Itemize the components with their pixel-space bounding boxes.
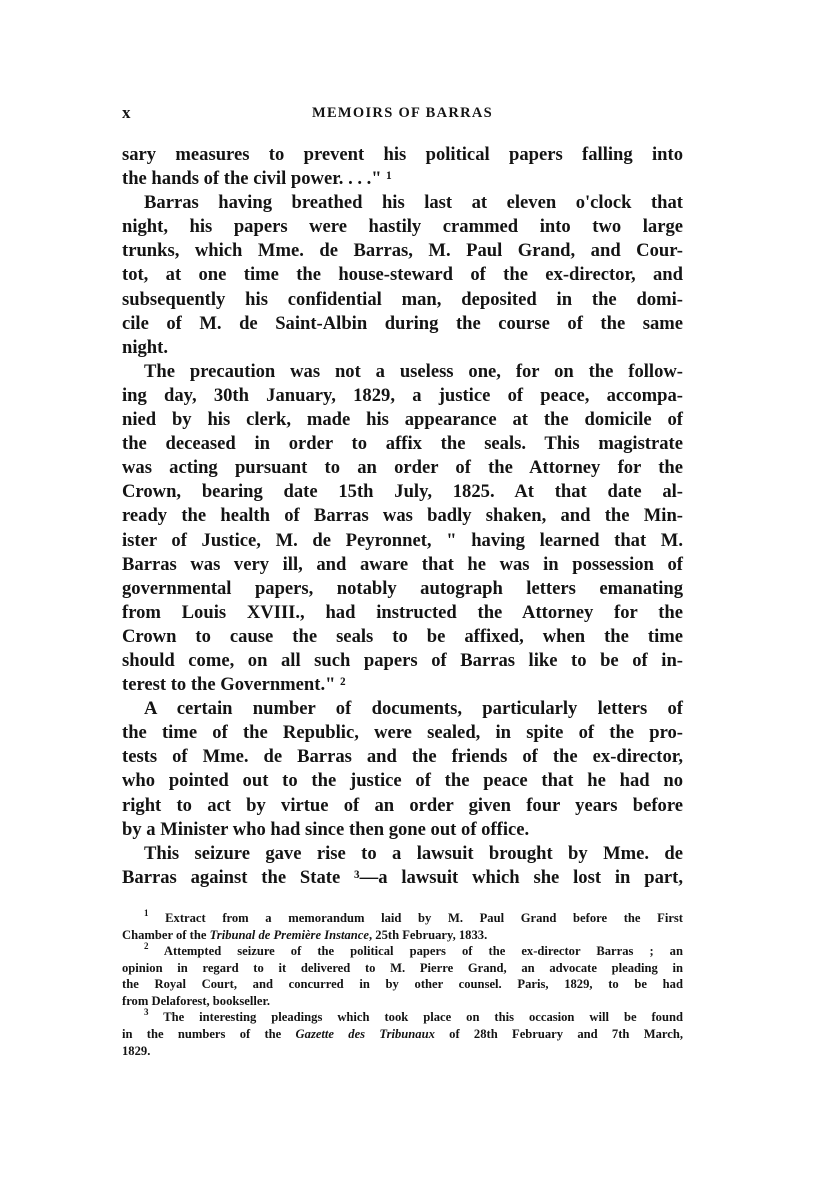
paragraph-3 — [122, 360, 683, 697]
main-text — [122, 143, 683, 890]
text-line: tot, at one time the house-steward of the ex-director, and — [122, 264, 683, 286]
book-page — [122, 103, 683, 1059]
text-line: right to act by virtue of an order given four years before — [122, 794, 683, 816]
footnote-text: of 28th February and 7th March, — [434, 1027, 683, 1042]
text-line: ing day, 30th January, 1829, a justice of peace, accompa- — [122, 384, 683, 406]
running-head: MEMOIRS OF BARRAS — [311, 105, 494, 121]
paragraph-5 — [122, 842, 683, 890]
text-line: Crown to cause the seals to be affixed, when the time — [122, 625, 683, 647]
text-line: 1829. — [122, 1043, 151, 1058]
footnote-2 — [122, 943, 683, 1009]
footnote-text: , 25th February, 1833. — [368, 927, 488, 942]
text-line: tests of Mme. de Barras and the friends of the ex-director, — [122, 746, 683, 768]
footnote-text: The interesting pleadings which took place on this occasion will be found — [163, 1010, 683, 1025]
text-line: should come, on all such papers of Barras like to be of in- — [122, 649, 683, 671]
text-line: subsequently his confidential man, deposited in the domi- — [122, 288, 683, 310]
footnote-text: Extract from a memorandum laid by M. Paul Grand before the First — [165, 910, 684, 925]
text-line: This seizure gave rise to a lawsuit brought by Mme. de — [144, 842, 683, 864]
footnote-3 — [122, 1009, 683, 1059]
text-line: The precaution was not a useless one, for on the follow- — [144, 360, 683, 382]
footnotes — [122, 907, 684, 1059]
footnote-1 — [122, 907, 684, 943]
text-line: terest to the Government." ² — [122, 674, 346, 696]
text-line: from Delaforest, bookseller. — [122, 993, 271, 1008]
text-line: opinion in regard to it delivered to M. Pierre Grand, an advocate pleading in — [122, 960, 683, 975]
page-header — [122, 103, 683, 129]
footnote-marker: 2 — [144, 941, 149, 952]
text-line: the deceased in order to affix the seals. This magistrate — [122, 433, 683, 455]
text-line: Crown, bearing date 15th July, 1825. At that date al- — [122, 481, 683, 503]
footnote-text: Chamber of the — [122, 927, 210, 942]
text-line: ready the health of Barras was badly shaken, and the Min- — [122, 505, 683, 527]
text-line: governmental papers, notably autograph letters emanating — [122, 577, 683, 599]
text-line — [122, 927, 683, 944]
footnote-text: Attempted seizure of the political papers of the ex-director Barras ; an — [163, 944, 683, 959]
footnote-marker: 3 — [144, 1007, 149, 1018]
text-line: night, his papers were hastily crammed into two large — [122, 216, 683, 238]
text-line: by a Minister who had since then gone out of office. — [122, 818, 530, 840]
text-line: night. — [122, 336, 168, 358]
text-line — [122, 907, 684, 927]
text-line: Barras against the State ³—a lawsuit which she lost in part, — [122, 866, 683, 888]
text-line — [122, 1026, 683, 1043]
footnote-italic-title: Tribunal de Première Instance — [209, 927, 369, 942]
paragraph-2 — [122, 191, 683, 360]
text-line — [122, 943, 683, 960]
text-line: the time of the Republic, were sealed, in spite of the pro- — [122, 722, 683, 744]
text-line: cile of M. de Saint-Albin during the course of the same — [122, 312, 683, 334]
text-line: nied by his clerk, made his appearance at the domicile of — [122, 409, 683, 431]
text-line: from Louis XVIII., had instructed the Attorney for the — [122, 601, 683, 623]
footnote-marker: 1 — [144, 907, 149, 918]
text-line: was acting pursuant to an order of the Attorney for the — [122, 457, 683, 479]
text-line: ister of Justice, M. de Peyronnet, " having learned that M. — [122, 529, 683, 551]
page-number: x — [122, 103, 131, 122]
footnote-italic-title: Gazette des Tribunaux — [295, 1027, 435, 1042]
paragraph-4 — [122, 697, 683, 842]
text-line: Barras was very ill, and aware that he was in possession of — [122, 553, 683, 575]
text-line: Barras having breathed his last at eleven o'clock that — [144, 192, 683, 214]
paragraph-1 — [122, 143, 683, 191]
text-line: the hands of the civil power. . . ." ¹ — [122, 168, 392, 190]
text-line: the Royal Court, and concurred in by other counsel. Paris, 1829, to be had — [122, 977, 683, 992]
text-line — [122, 1009, 683, 1026]
text-line: who pointed out to the justice of the peace that he had no — [122, 770, 683, 792]
text-line: trunks, which Mme. de Barras, M. Paul Grand, and Cour- — [122, 240, 683, 262]
text-line: sary measures to prevent his political papers falling into — [122, 144, 683, 165]
footnote-text: in the numbers of the — [122, 1027, 296, 1042]
text-line: A certain number of documents, particularly letters of — [144, 698, 683, 720]
